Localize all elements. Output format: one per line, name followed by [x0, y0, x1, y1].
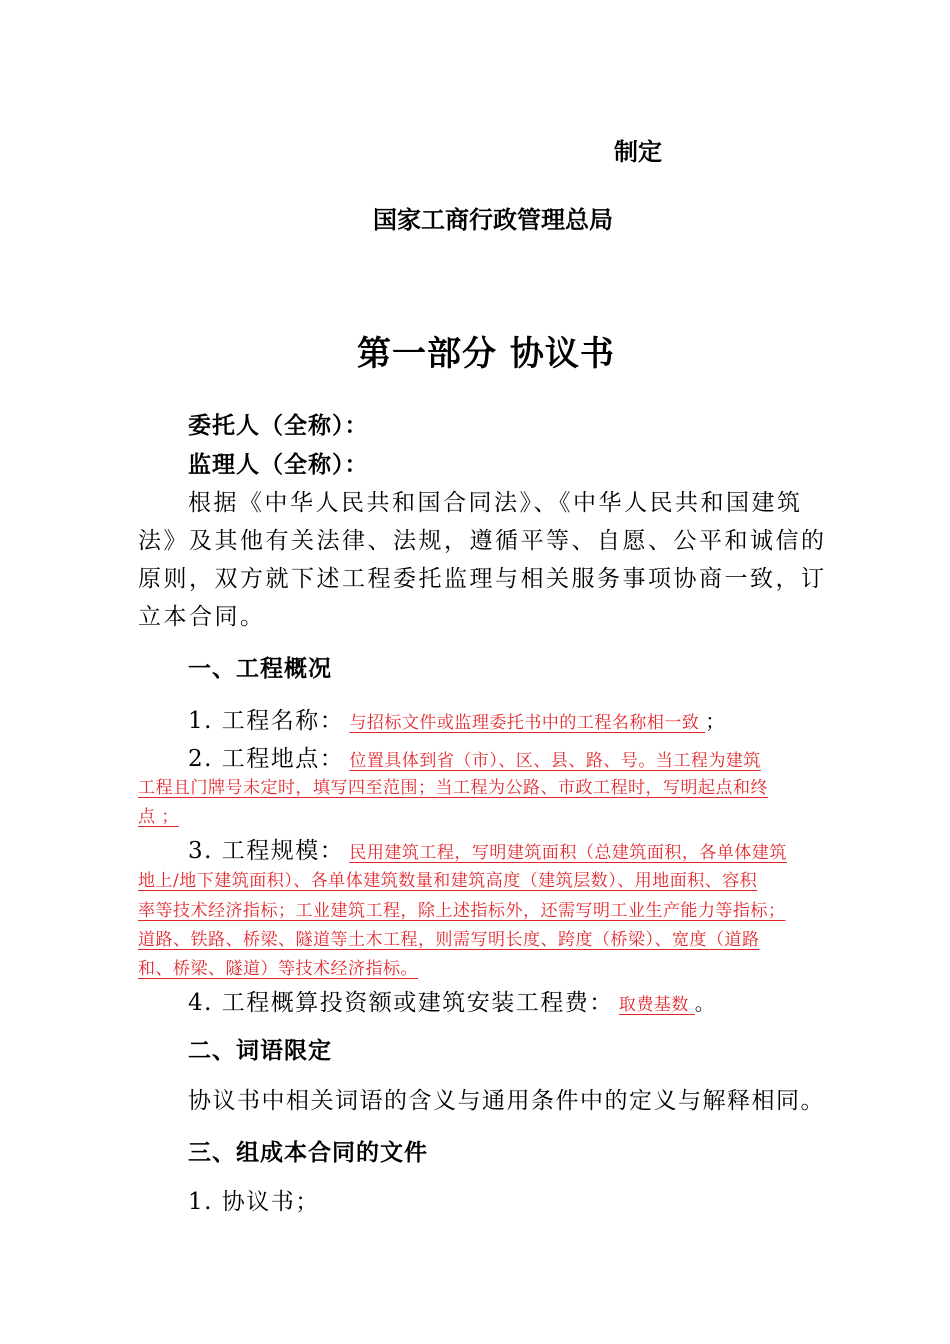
project-scale-note: 民用建筑工程，写明建筑面积（总建筑面积，各单体建筑 [349, 843, 787, 863]
project-scale-label: 3. 工程规模： [188, 838, 345, 864]
supervisor-label: 监理人（全称）： [188, 452, 369, 478]
investment-note: 取费基数 [618, 995, 695, 1015]
preamble-line: 根据《中华人民共和国合同法》、《中华人民共和国建筑 [188, 490, 803, 516]
maker-label: 制定 [614, 138, 662, 166]
investment-tail: 。 [694, 991, 715, 1015]
project-scale-row [188, 832, 787, 865]
project-name-note: 与招标文件或监理委托书中的工程名称相一致 [349, 713, 706, 733]
section-heading: 一、工程概况 [188, 656, 332, 682]
project-name-label: 1. 工程名称： [188, 708, 345, 734]
project-location-label: 2. 工程地点： [188, 746, 345, 772]
project-scale-note: 地上/地下建筑面积）、各单体建筑数量和建筑高度（建筑层数）、用地面积、容积 [138, 871, 758, 891]
section-heading: 二、词语限定 [188, 1038, 332, 1064]
investment-row [188, 984, 715, 1017]
project-scale-note: 道路、铁路、桥梁、隧道等土木工程，则需写明长度、跨度（桥梁）、宽度（道路 [138, 930, 760, 950]
definition-text: 协议书中相关词语的含义与通用条件中的定义与解释相同。 [188, 1088, 825, 1114]
project-location-row [188, 740, 761, 773]
section-heading: 三、组成本合同的文件 [188, 1140, 428, 1166]
investment-label: 4. 工程概算投资额或建筑安装工程费： [188, 990, 614, 1016]
project-location-note: 点 ； [138, 807, 179, 827]
part-title: 第一部分 协议书 [357, 334, 615, 374]
preamble-line: 法》及其他有关法律、法规，遵循平等、自愿、公平和诚信的 [138, 528, 827, 554]
project-name-tail: ； [705, 709, 726, 733]
client-label: 委托人（全称）： [188, 413, 369, 439]
project-location-note: 位置具体到省（市）、区、县、路、号。当工程为建筑 [349, 751, 761, 771]
project-scale-note: 率等技术经济指标；工业建筑工程，除上述指标外，还需写明工业生产能力等指标； [138, 901, 786, 921]
preamble-line: 原则，双方就下述工程委托监理与相关服务事项协商一致，订 [138, 566, 827, 592]
preamble-line: 立本合同。 [138, 604, 266, 630]
project-name-row [188, 702, 725, 735]
agency-name: 国家工商行政管理总局 [373, 206, 613, 234]
project-scale-note: 和、桥梁、隧道）等技术经济指标。 [138, 959, 418, 979]
document-item: 1. 协议书； [188, 1189, 320, 1215]
project-location-note: 工程且门牌号未定时，填写四至范围；当工程为公路、市政工程时，写明起点和终 [138, 778, 768, 798]
